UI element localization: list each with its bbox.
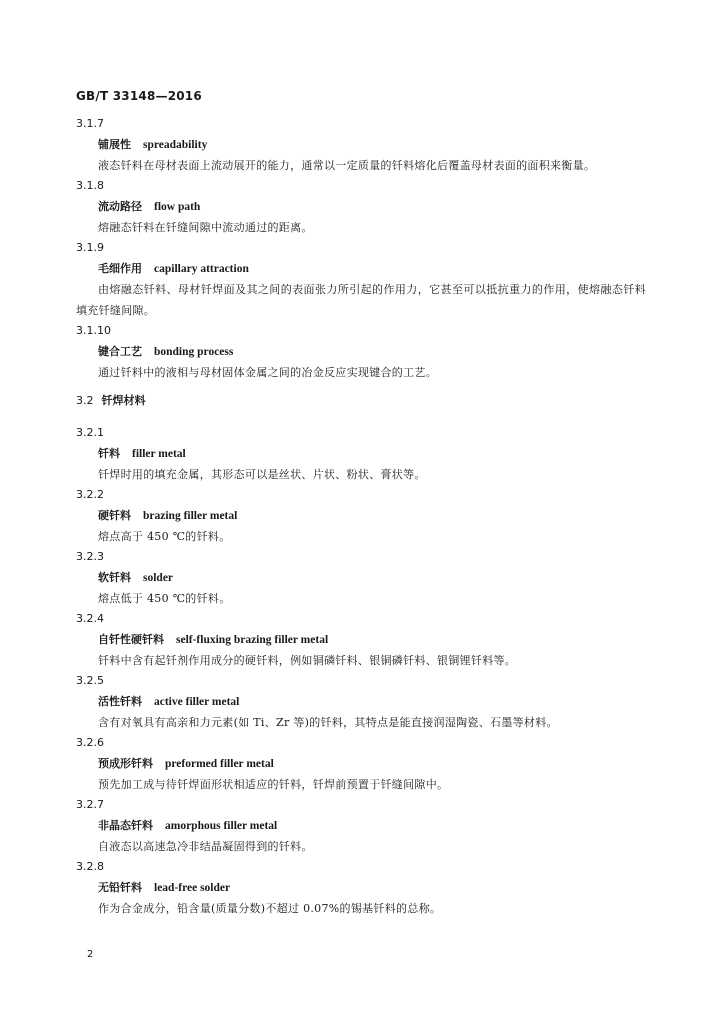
term-number: 3.1.9 xyxy=(76,241,104,254)
term-english: preformed filler metal xyxy=(165,758,274,770)
term-chinese: 无铅钎料 xyxy=(98,881,142,894)
term-definition: 通过钎料中的液相与母材固体金属之间的冶金反应实现键合的工艺。 xyxy=(98,366,437,379)
section-number: 3.2 xyxy=(76,394,94,407)
term-chinese: 钎料 xyxy=(98,447,120,460)
term-entry xyxy=(76,857,646,919)
term-chinese: 非晶态钎料 xyxy=(98,819,153,832)
term-entry xyxy=(76,423,646,485)
term-definition: 由熔融态钎料、母材钎焊面及其之间的表面张力所引起的作用力，它甚至可以抵抗重力的作用，使熔融态钎料填充钎缝间隙。 xyxy=(76,283,646,317)
term-heading xyxy=(98,341,646,362)
term-english: lead-free solder xyxy=(154,882,231,894)
term-definition: 自液态以高速急冷非结晶凝固得到的钎料。 xyxy=(98,840,313,853)
term-chinese: 自钎性硬钎料 xyxy=(98,633,164,646)
term-definition: 作为合金成分，铅含量(质量分数)不超过 0.07%的锡基钎料的总称。 xyxy=(98,902,442,915)
term-number: 3.2.1 xyxy=(76,426,104,439)
term-definition: 钎料中含有起钎剂作用成分的硬钎料，例如铜磷钎料、银铜磷钎料、银铜锂钎料等。 xyxy=(98,654,517,667)
term-chinese: 活性钎料 xyxy=(98,695,142,708)
term-chinese: 键合工艺 xyxy=(98,345,142,358)
term-english: capillary attraction xyxy=(154,263,249,275)
term-entry xyxy=(76,485,646,547)
term-definition: 熔点高于 450 ℃的钎料。 xyxy=(98,530,231,543)
term-definition: 含有对氧具有高亲和力元素(如 Ti、Zr 等)的钎料，其特点是能直接润湿陶瓷、石墨等材料。 xyxy=(98,716,558,729)
term-english: solder xyxy=(143,572,174,584)
term-entry xyxy=(76,176,646,238)
term-entry xyxy=(76,114,646,176)
page-number: 2 xyxy=(87,949,94,960)
term-heading xyxy=(98,443,646,464)
term-number: 3.2.2 xyxy=(76,488,104,501)
term-chinese: 预成形钎料 xyxy=(98,757,153,770)
term-heading xyxy=(98,196,646,217)
term-number: 3.1.8 xyxy=(76,179,104,192)
term-chinese: 流动路径 xyxy=(98,200,142,213)
term-number: 3.1.7 xyxy=(76,117,104,130)
term-english: amorphous filler metal xyxy=(165,820,278,832)
term-entry xyxy=(76,733,646,795)
term-definition: 熔融态钎料在钎缝间隙中流动通过的距离。 xyxy=(98,221,313,234)
section-title: 钎焊材料 xyxy=(101,394,146,407)
term-heading xyxy=(98,753,646,774)
term-entry xyxy=(76,795,646,857)
term-heading xyxy=(98,815,646,836)
term-entry xyxy=(76,321,646,383)
term-heading xyxy=(98,691,646,712)
term-entry xyxy=(76,609,646,671)
terms-content xyxy=(76,114,646,919)
term-chinese: 铺展性 xyxy=(98,138,131,151)
term-definition: 预先加工成与待钎焊面形状相适应的钎料，钎焊前预置于钎缝间隙中。 xyxy=(98,778,449,791)
term-english: spreadability xyxy=(143,139,208,151)
term-number: 3.1.10 xyxy=(76,324,111,337)
term-number: 3.2.8 xyxy=(76,860,104,873)
term-definition: 液态钎料在母材表面上流动展开的能力，通常以一定质量的钎料熔化后覆盖母材表面的面积来衡量。 xyxy=(98,159,596,172)
term-entry xyxy=(76,238,646,321)
term-english: filler metal xyxy=(132,448,186,460)
term-english: bonding process xyxy=(154,346,234,358)
term-definition: 熔点低于 450 ℃的钎料。 xyxy=(98,592,231,605)
term-heading xyxy=(98,258,646,279)
term-heading xyxy=(98,505,646,526)
section-heading xyxy=(76,391,646,411)
term-entry xyxy=(76,671,646,733)
term-number: 3.2.5 xyxy=(76,674,104,687)
term-heading xyxy=(98,629,646,650)
term-english: self-fluxing brazing filler metal xyxy=(176,634,329,646)
term-chinese: 毛细作用 xyxy=(98,262,142,275)
term-number: 3.2.6 xyxy=(76,736,104,749)
standard-id: GB/T 33148—2016 xyxy=(76,89,202,103)
term-chinese: 硬钎料 xyxy=(98,509,131,522)
term-english: flow path xyxy=(154,201,201,213)
term-heading xyxy=(98,567,646,588)
term-number: 3.2.4 xyxy=(76,612,104,625)
term-heading xyxy=(98,134,646,155)
term-number: 3.2.3 xyxy=(76,550,104,563)
term-heading xyxy=(98,877,646,898)
term-chinese: 软钎料 xyxy=(98,571,131,584)
term-number: 3.2.7 xyxy=(76,798,104,811)
term-entry xyxy=(76,547,646,609)
term-english: brazing filler metal xyxy=(143,510,238,522)
term-definition: 钎焊时用的填充金属，其形态可以是丝状、片状、粉状、膏状等。 xyxy=(98,468,426,481)
term-english: active filler metal xyxy=(154,696,240,708)
